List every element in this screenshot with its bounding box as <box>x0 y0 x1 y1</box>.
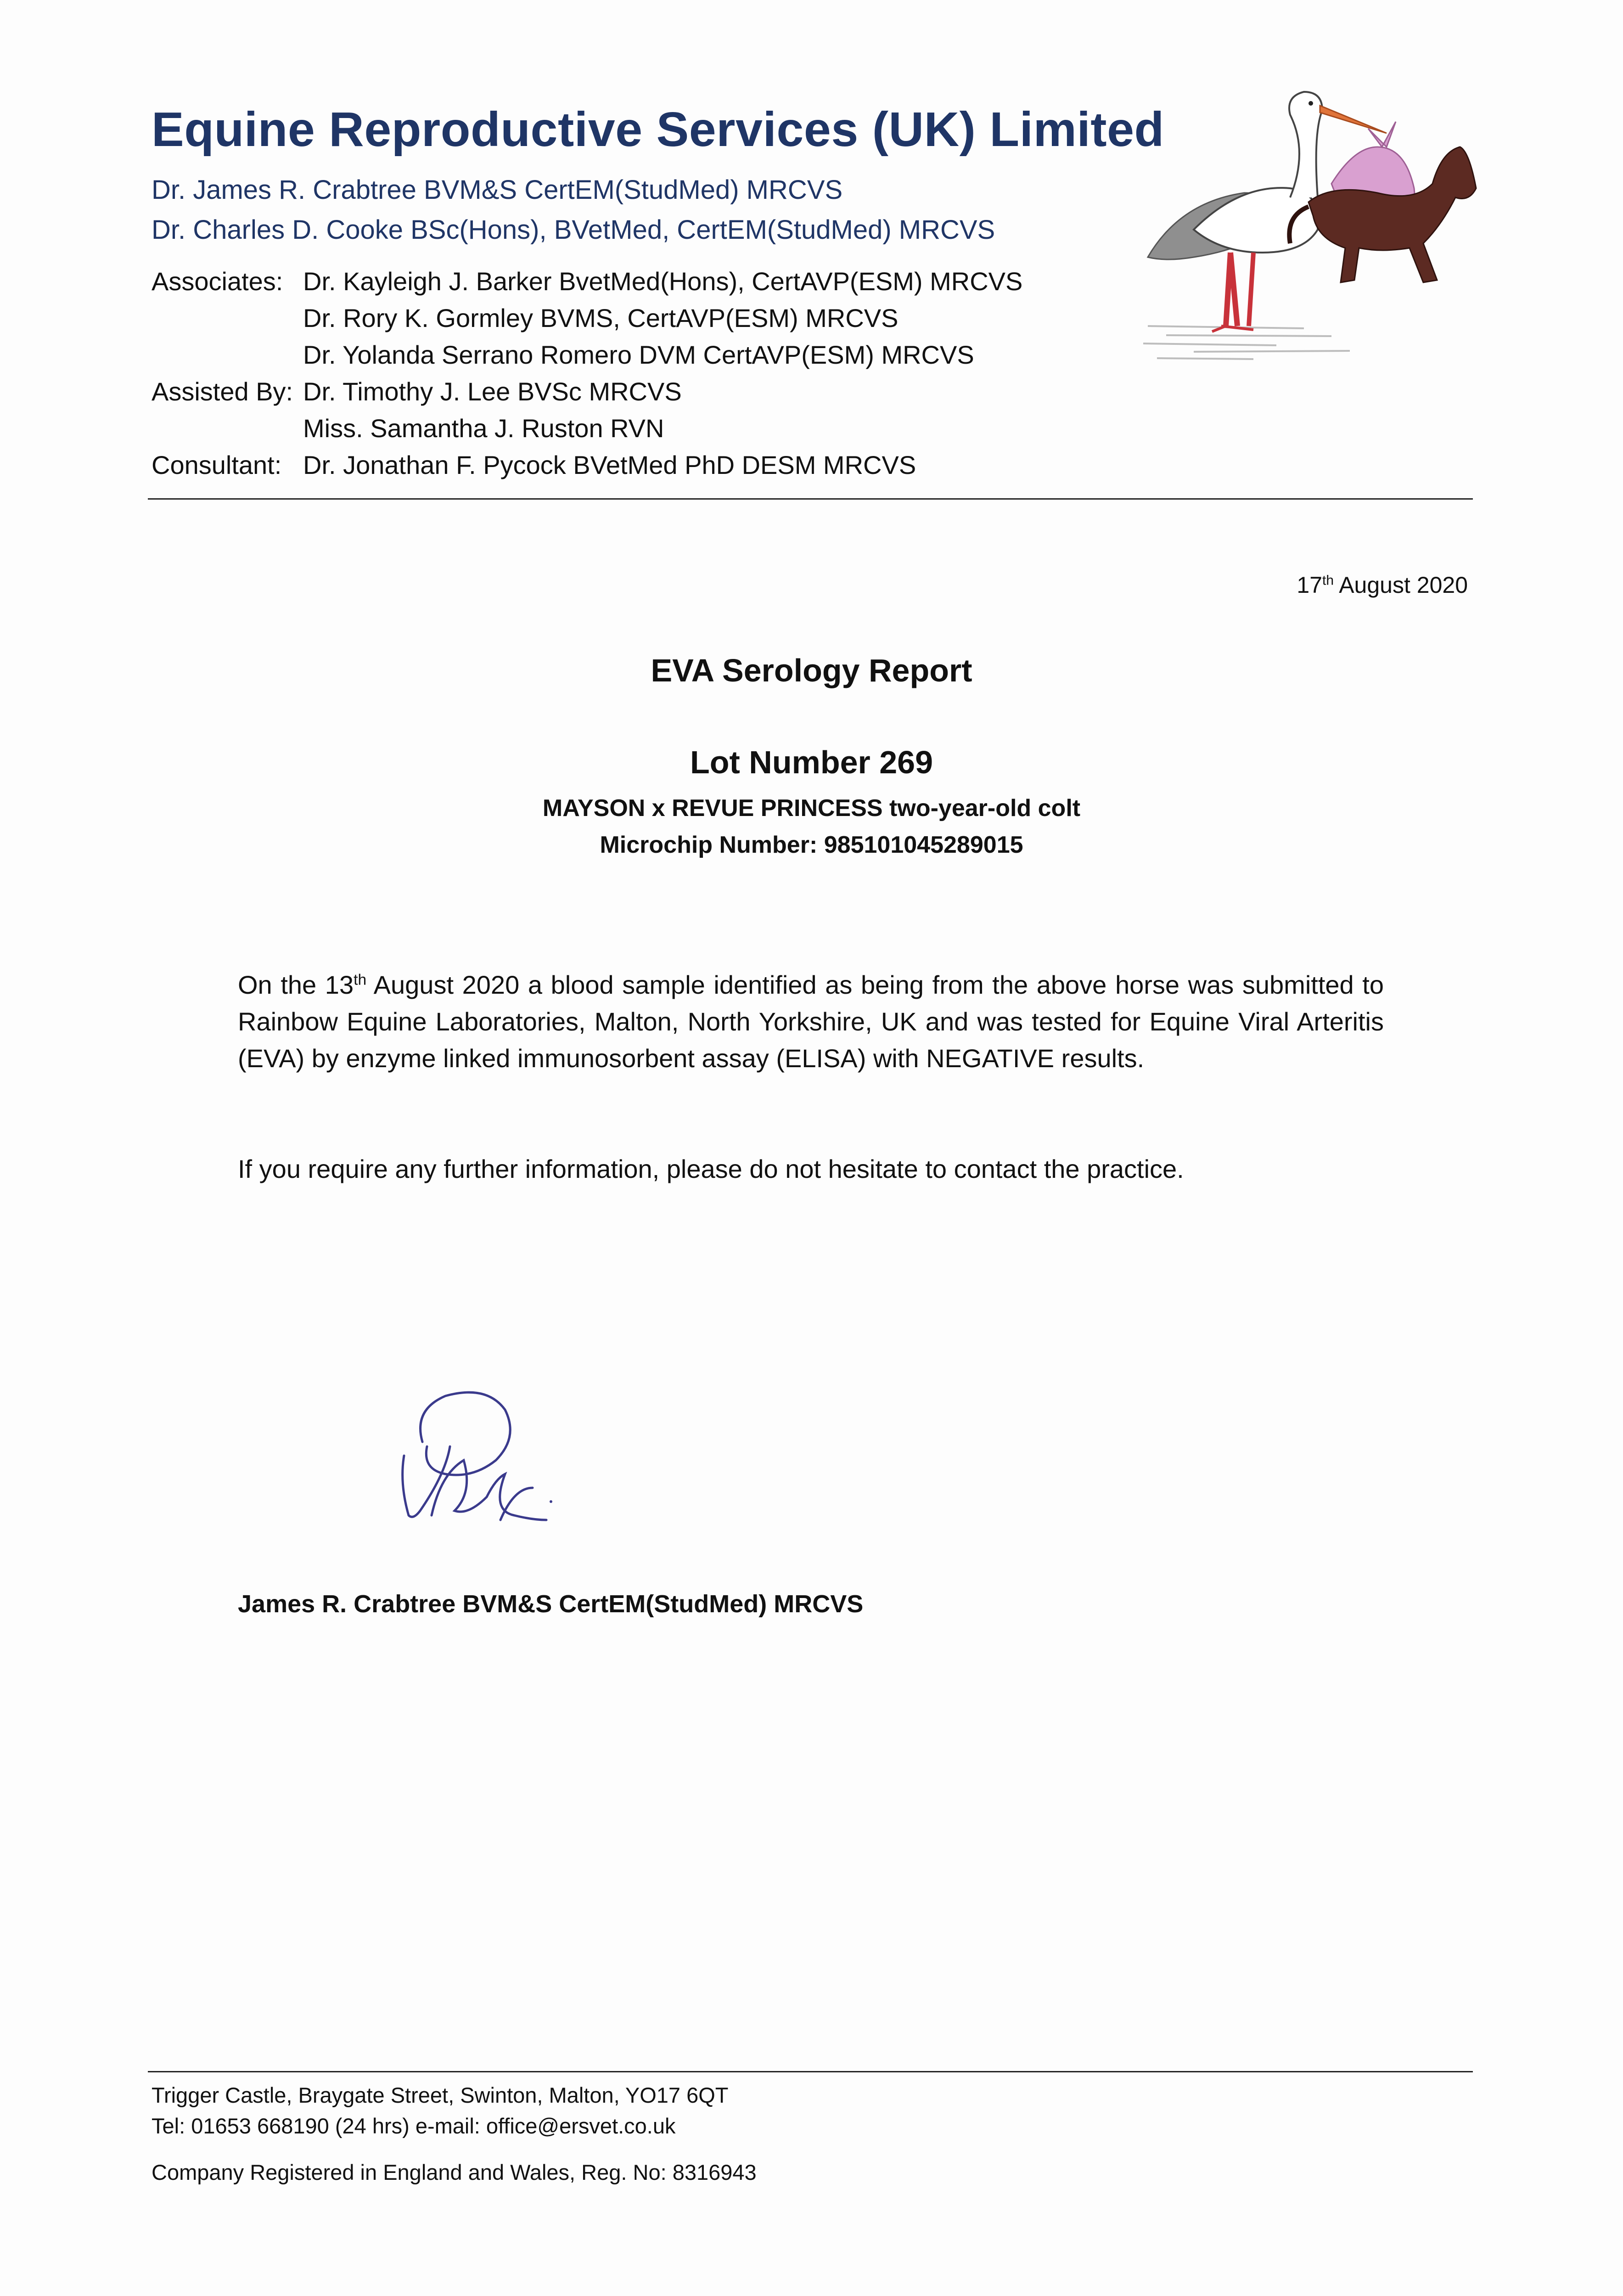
footer-registration: Company Registered in England and Wales, Reg. No: 8316943 <box>152 2160 757 2184</box>
bundle-knot <box>1368 122 1396 147</box>
stork-leg <box>1249 253 1253 326</box>
handwritten-signature <box>395 1382 569 1534</box>
assistant-name: Miss. Samantha J. Ruston RVN <box>303 414 664 443</box>
stork-neck <box>1289 92 1322 197</box>
signer-name: James R. Crabtree BVM&S CertEM(StudMed) MRCVS <box>238 1590 864 1618</box>
microchip-number: Microchip Number: 985101045289015 <box>600 832 1023 858</box>
associate-name: Dr. Yolanda Serrano Romero DVM CertAVP(ESM) MRCVS <box>303 340 974 369</box>
lot-number: Lot Number 269 <box>690 744 933 780</box>
associates-label: Associates: <box>152 267 283 296</box>
signature-dot <box>550 1500 552 1503</box>
stork-leg <box>1226 253 1237 326</box>
consultant-label: Consultant: <box>152 450 282 479</box>
assisted-label: Assisted By: <box>152 377 293 406</box>
footer-divider <box>148 2071 1473 2072</box>
stork-beak <box>1320 106 1387 133</box>
ground-shading <box>1143 326 1350 359</box>
associate-name: Dr. Kayleigh J. Barker BvetMed(Hons), CertAVP(ESM) MRCVS <box>303 267 1023 296</box>
report-title: EVA Serology Report <box>651 653 972 688</box>
company-name: Equine Reproductive Services (UK) Limited <box>152 102 1164 157</box>
header-divider <box>148 498 1473 500</box>
letter-date: 17th August 2020 <box>1297 572 1468 598</box>
stork-foal-logo <box>1139 78 1478 363</box>
footer-address: Trigger Castle, Braygate Street, Swinton, Malton, YO17 6QT <box>152 2083 729 2107</box>
partner-line: Dr. James R. Crabtree BVM&S CertEM(StudMed) MRCVS <box>152 175 843 205</box>
results-paragraph: On the 13th August 2020 a blood sample identified as being from the above horse was submitted to Rainbow Equine Laboratories, Malton, North Yorkshire, UK and was tested for Equine Viral Arteritis (EVA) by enzyme linked immunosorbent assay (ELISA) with NEGATIVE results. <box>238 970 1384 1073</box>
footer-contact: Tel: 01653 668190 (24 hrs) e-mail: office@ersvet.co.uk <box>152 2114 676 2138</box>
assistant-name: Dr. Timothy J. Lee BVSc MRCVS <box>303 377 682 406</box>
horse-description: MAYSON x REVUE PRINCESS two-year-old colt <box>542 795 1081 822</box>
contact-paragraph: If you require any further information, please do not hesitate to contact the practice. <box>238 1154 1184 1183</box>
stork-eye <box>1309 101 1313 106</box>
partner-line: Dr. Charles D. Cooke BSc(Hons), BVetMed, CertEM(StudMed) MRCVS <box>152 215 995 245</box>
consultant-name: Dr. Jonathan F. Pycock BVetMed PhD DESM MRCVS <box>303 450 916 479</box>
associate-name: Dr. Rory K. Gormley BVMS, CertAVP(ESM) MRCVS <box>303 304 899 332</box>
